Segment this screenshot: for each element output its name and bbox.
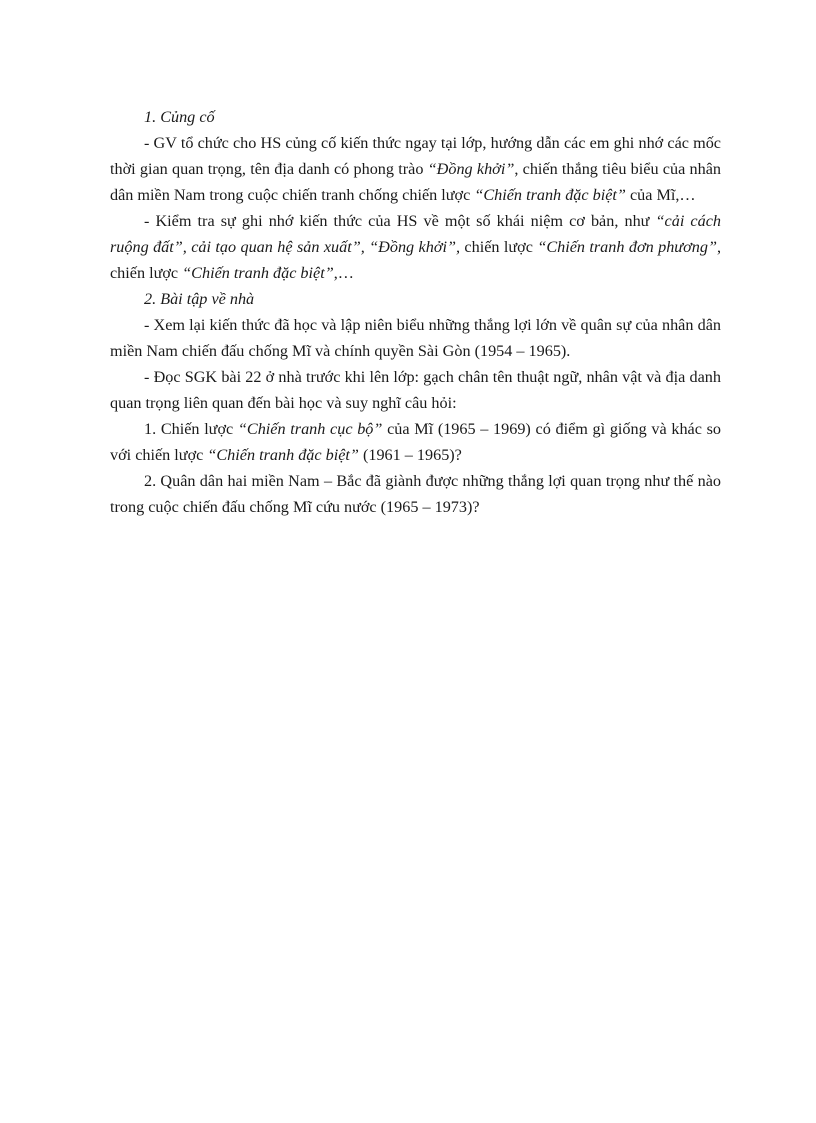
italic-term: “Chiến tranh đặc biệt” xyxy=(474,186,626,204)
text-run: - GV tổ chức cho HS củng cố kiến thức ngay tại lớp, hướng dẫn các em ghi nhớ các mốc thời gian quan trọng, tên địa danh có phong trào xyxy=(110,134,721,178)
text-run: chiến lược xyxy=(460,238,538,256)
paragraph-bai-tap-2: - Đọc SGK bài 22 ở nhà trước khi lên lớp: gạch chân tên thuật ngữ, nhân vật và địa danh quan trọng liên quan đến bài học và suy nghĩ câu hỏi: xyxy=(110,368,721,412)
paragraph-cung-co-1 xyxy=(110,130,721,208)
text-run: 1. Chiến lược xyxy=(144,420,238,438)
section-heading-cung-co: 1. Củng cố xyxy=(144,108,215,126)
question-2: 2. Quân dân hai miền Nam – Bắc đã giành được những thắng lợi quan trọng như thế nào trong cuộc chiến đấu chống Mĩ cứu nước (1965 – 1973)? xyxy=(110,472,721,516)
paragraph-bai-tap-1: - Xem lại kiến thức đã học và lập niên biểu những thắng lợi lớn về quân sự của nhân dân miền Nam chiến đấu chống Mĩ và chính quyền Sài Gòn (1954 – 1965). xyxy=(110,316,721,360)
italic-term: “Đồng khởi” xyxy=(427,160,515,178)
document-body xyxy=(110,104,721,520)
section-heading-bai-tap: 2. Bài tập về nhà xyxy=(144,290,255,308)
text-run: , chiến lược xyxy=(110,238,721,282)
italic-term: “Chiến tranh đơn phương” xyxy=(537,238,717,256)
paragraph-cung-co-2 xyxy=(110,208,721,286)
italic-term: “cải cách ruộng đất”, cải tạo quan hệ sản xuất”, “Đồng khởi”, xyxy=(110,212,721,256)
question-1 xyxy=(110,416,721,468)
text-run: - Kiểm tra sự ghi nhớ kiến thức của HS về một số khái niệm cơ bản, như xyxy=(144,212,656,230)
text-run: , chiến thắng tiêu biểu của nhân dân miền Nam trong cuộc chiến tranh chống chiến lược xyxy=(110,160,721,204)
text-run: của Mĩ (1965 – 1969) có điểm gì giống và khác so với chiến lược xyxy=(110,420,721,464)
italic-term: “Chiến tranh đặc biệt” xyxy=(207,446,359,464)
text-run: ,… xyxy=(333,264,354,282)
italic-term: “Chiến tranh đặc biệt” xyxy=(182,264,334,282)
text-run: (1961 – 1965)? xyxy=(358,446,462,464)
text-run: của Mĩ,… xyxy=(625,186,696,204)
italic-term: “Chiến tranh cục bộ” xyxy=(237,420,383,438)
